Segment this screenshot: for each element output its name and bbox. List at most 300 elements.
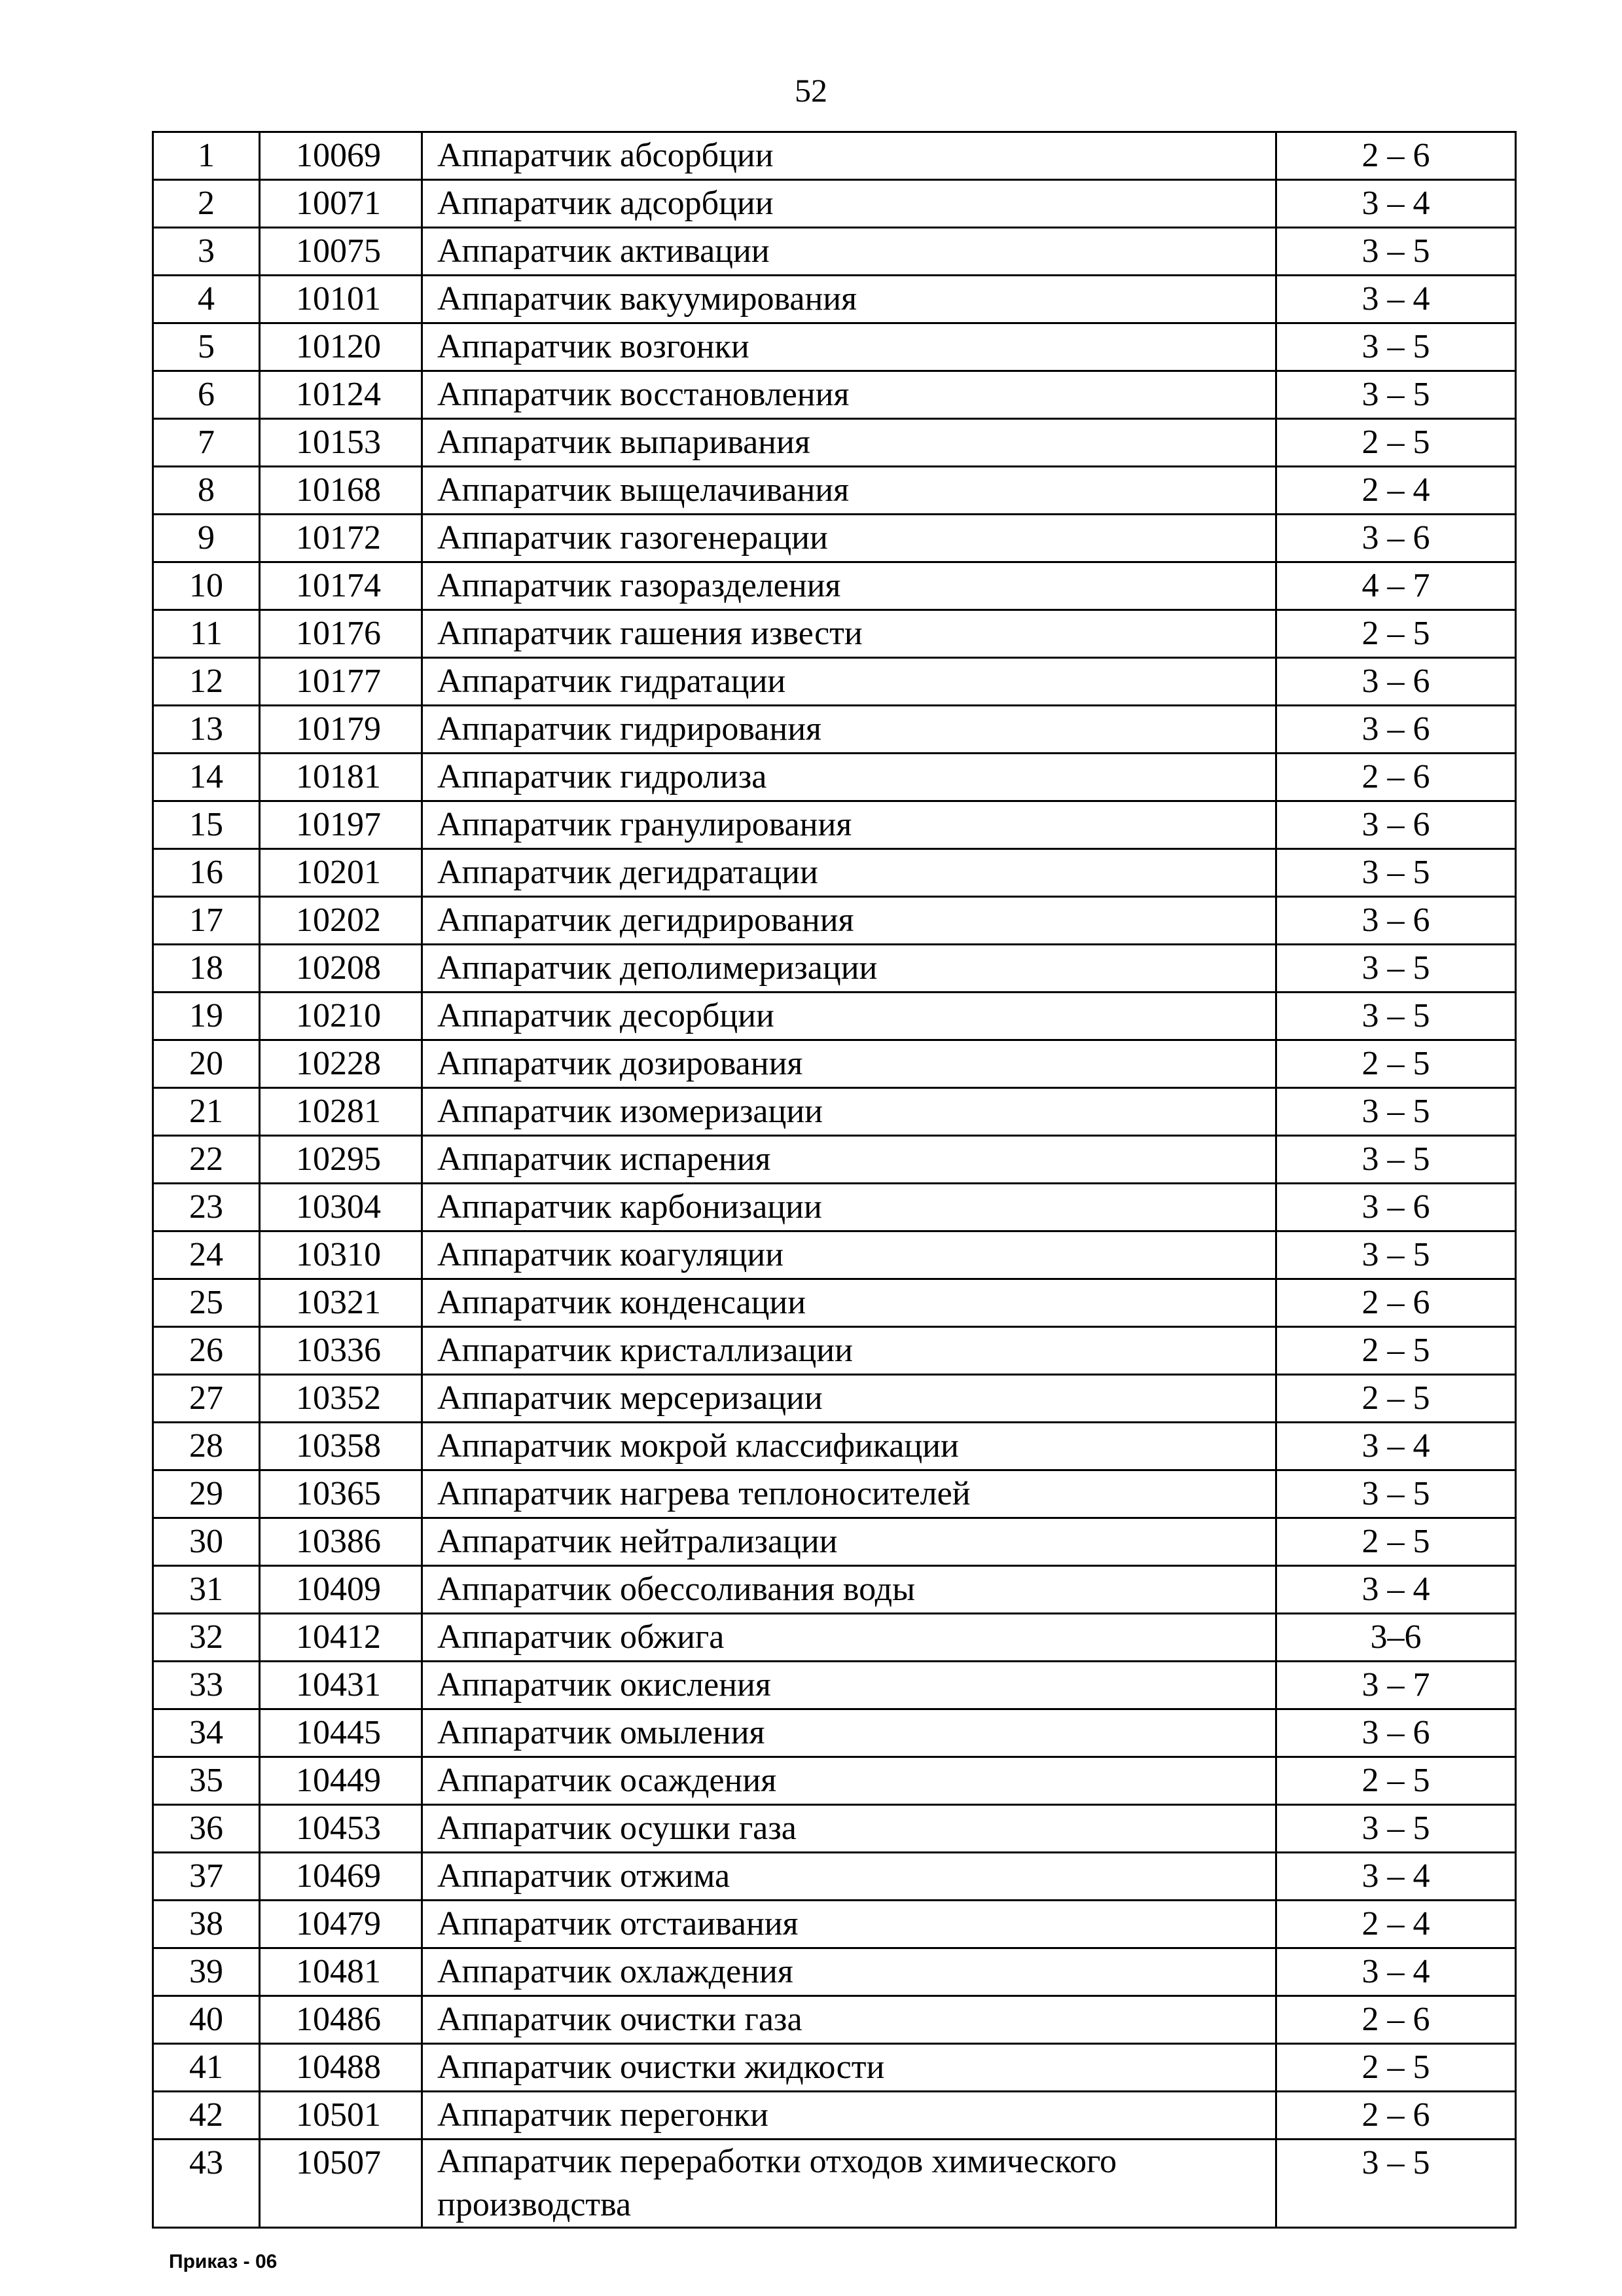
profession-code-text: 10304	[296, 1188, 381, 1226]
grade-range-text: 3 – 7	[1361, 1666, 1430, 1704]
profession-name-cell	[422, 419, 1276, 467]
profession-name-text: Аппаратчик возгонки	[437, 328, 749, 365]
profession-code-cell	[260, 1231, 422, 1279]
row-number-text: 5	[198, 328, 215, 365]
profession-code-cell	[260, 180, 422, 228]
profession-code-text: 10120	[296, 328, 381, 365]
row-number-cell	[153, 706, 260, 754]
grade-range-cell	[1276, 132, 1516, 180]
profession-name-cell	[422, 371, 1276, 419]
table-row	[153, 1757, 1516, 1805]
grade-range-cell	[1276, 1901, 1516, 1948]
grade-range-text: 3 – 6	[1361, 806, 1430, 843]
table-row	[153, 562, 1516, 610]
row-number-cell	[153, 1853, 260, 1901]
profession-name-text: Аппаратчик окисления	[437, 1666, 771, 1704]
row-number-text: 1	[198, 137, 215, 174]
table-row	[153, 2044, 1516, 2092]
profession-name-cell	[422, 276, 1276, 323]
table-row	[153, 1231, 1516, 1279]
profession-code-cell	[260, 2044, 422, 2092]
grade-range-text: 3 – 6	[1361, 1714, 1430, 1751]
row-number-cell	[153, 2140, 260, 2228]
grade-range-text: 3 – 5	[1361, 2144, 1430, 2181]
row-number-cell	[153, 515, 260, 562]
profession-code-text: 10336	[296, 1332, 381, 1369]
profession-name-text: Аппаратчик гидрирования	[437, 710, 821, 748]
grade-range-text: 3 – 5	[1361, 1140, 1430, 1178]
profession-name-text: Аппаратчик активации	[437, 232, 770, 270]
profession-name-text: Аппаратчик вакуумирования	[437, 280, 857, 318]
grade-range-text: 2 – 5	[1361, 2049, 1430, 2086]
profession-code-text: 10075	[296, 232, 381, 270]
profession-code-text: 10501	[296, 2096, 381, 2134]
profession-name-cell	[422, 180, 1276, 228]
profession-code-text: 10486	[296, 2001, 381, 2038]
table-row	[153, 1566, 1516, 1614]
row-number-cell	[153, 945, 260, 993]
profession-code-cell	[260, 801, 422, 849]
profession-name-text: Аппаратчик переработки отходов химического производства	[437, 2143, 1117, 2223]
grade-range-cell	[1276, 180, 1516, 228]
profession-name-cell	[422, 1375, 1276, 1423]
profession-name-text: Аппаратчик мокрой классификации	[437, 1427, 959, 1465]
row-number-text: 8	[198, 471, 215, 509]
profession-name-text: Аппаратчик коагуляции	[437, 1236, 784, 1273]
row-number-text: 37	[189, 1857, 223, 1895]
grade-range-cell	[1276, 2044, 1516, 2092]
grade-range-cell	[1276, 1136, 1516, 1184]
profession-code-text: 10281	[296, 1093, 381, 1130]
grade-range-text: 3 – 4	[1361, 1857, 1430, 1895]
grade-range-cell	[1276, 1327, 1516, 1375]
profession-name-text: Аппаратчик испарения	[437, 1140, 771, 1178]
grade-range-text: 3 – 4	[1361, 280, 1430, 318]
profession-name-cell	[422, 323, 1276, 371]
profession-code-cell	[260, 1614, 422, 1662]
table-row	[153, 1184, 1516, 1231]
profession-code-text: 10409	[296, 1571, 381, 1608]
profession-code-text: 10071	[296, 185, 381, 222]
profession-code-cell	[260, 276, 422, 323]
profession-name-cell	[422, 2044, 1276, 2092]
profession-name-cell	[422, 1518, 1276, 1566]
profession-name-cell	[422, 1184, 1276, 1231]
table-row	[153, 180, 1516, 228]
row-number-cell	[153, 1566, 260, 1614]
table-row	[153, 515, 1516, 562]
profession-name-cell	[422, 1614, 1276, 1662]
professions-table	[152, 131, 1517, 2229]
profession-name-text: Аппаратчик выпаривания	[437, 424, 810, 461]
profession-code-cell	[260, 658, 422, 706]
table-row	[153, 228, 1516, 276]
grade-range-cell	[1276, 467, 1516, 515]
grade-range-cell	[1276, 706, 1516, 754]
profession-code-text: 10488	[296, 2049, 381, 2086]
grade-range-cell	[1276, 2140, 1516, 2228]
profession-code-text: 10168	[296, 471, 381, 509]
profession-name-text: Аппаратчик нейтрализации	[437, 1523, 838, 1560]
profession-name-cell	[422, 945, 1276, 993]
row-number-text: 16	[189, 854, 223, 891]
row-number-text: 22	[189, 1140, 223, 1178]
table-row	[153, 1709, 1516, 1757]
grade-range-text: 2 – 5	[1361, 1379, 1430, 1417]
row-number-cell	[153, 1279, 260, 1327]
profession-code-text: 10358	[296, 1427, 381, 1465]
profession-code-cell	[260, 1948, 422, 1996]
row-number-cell	[153, 323, 260, 371]
profession-code-text: 10177	[296, 663, 381, 700]
table-row	[153, 2092, 1516, 2140]
grade-range-text: 3 – 5	[1361, 1475, 1430, 1512]
profession-code-text: 10365	[296, 1475, 381, 1512]
row-number-cell	[153, 610, 260, 658]
profession-code-text: 10176	[296, 615, 381, 652]
table-row	[153, 610, 1516, 658]
grade-range-text: 2 – 4	[1361, 471, 1430, 509]
profession-name-text: Аппаратчик дегидратации	[437, 854, 818, 891]
profession-code-cell	[260, 610, 422, 658]
grade-range-cell	[1276, 1757, 1516, 1805]
profession-name-cell	[422, 228, 1276, 276]
table-row	[153, 419, 1516, 467]
profession-name-cell	[422, 1040, 1276, 1088]
profession-code-text: 10431	[296, 1666, 381, 1704]
profession-name-text: Аппаратчик отстаивания	[437, 1905, 799, 1942]
profession-code-text: 10449	[296, 1762, 381, 1799]
profession-code-text: 10295	[296, 1140, 381, 1178]
table-body	[153, 132, 1516, 2228]
grade-range-cell	[1276, 754, 1516, 801]
profession-code-cell	[260, 467, 422, 515]
table-row	[153, 945, 1516, 993]
profession-code-cell	[260, 1423, 422, 1470]
row-number-text: 19	[189, 997, 223, 1034]
profession-code-cell	[260, 1136, 422, 1184]
profession-code-text: 10208	[296, 949, 381, 987]
profession-code-text: 10174	[296, 567, 381, 604]
row-number-cell	[153, 2044, 260, 2092]
profession-name-cell	[422, 515, 1276, 562]
profession-code-text: 10469	[296, 1857, 381, 1895]
row-number-cell	[153, 1184, 260, 1231]
profession-name-cell	[422, 706, 1276, 754]
profession-code-cell	[260, 1375, 422, 1423]
profession-code-cell	[260, 371, 422, 419]
row-number-text: 4	[198, 280, 215, 318]
profession-name-text: Аппаратчик кристаллизации	[437, 1332, 853, 1369]
table-row	[153, 2140, 1516, 2228]
row-number-text: 31	[189, 1571, 223, 1608]
row-number-text: 42	[189, 2096, 223, 2134]
profession-code-cell	[260, 132, 422, 180]
profession-code-cell	[260, 2092, 422, 2140]
row-number-cell	[153, 1662, 260, 1709]
grade-range-text: 2 – 6	[1361, 2001, 1430, 2038]
profession-name-text: Аппаратчик изомеризации	[437, 1093, 823, 1130]
profession-name-cell	[422, 1423, 1276, 1470]
row-number-cell	[153, 754, 260, 801]
row-number-cell	[153, 1518, 260, 1566]
profession-code-text: 10412	[296, 1618, 381, 1656]
profession-name-cell	[422, 1948, 1276, 1996]
profession-code-text: 10202	[296, 902, 381, 939]
profession-name-text: Аппаратчик выщелачивания	[437, 471, 850, 509]
grade-range-cell	[1276, 801, 1516, 849]
profession-code-cell	[260, 323, 422, 371]
grade-range-text: 4 – 7	[1361, 567, 1430, 604]
profession-code-cell	[260, 228, 422, 276]
profession-code-text: 10201	[296, 854, 381, 891]
profession-code-text: 10321	[296, 1284, 381, 1321]
profession-name-cell	[422, 1327, 1276, 1375]
table-row	[153, 849, 1516, 897]
profession-code-text: 10228	[296, 1045, 381, 1082]
grade-range-cell	[1276, 1566, 1516, 1614]
row-number-cell	[153, 2092, 260, 2140]
profession-code-text: 10310	[296, 1236, 381, 1273]
row-number-cell	[153, 180, 260, 228]
profession-name-cell	[422, 1901, 1276, 1948]
profession-code-cell	[260, 945, 422, 993]
row-number-text: 36	[189, 1810, 223, 1847]
row-number-cell	[153, 1327, 260, 1375]
table-row	[153, 1948, 1516, 1996]
profession-code-text: 10101	[296, 280, 381, 318]
profession-code-cell	[260, 1040, 422, 1088]
row-number-text: 26	[189, 1332, 223, 1369]
profession-code-cell	[260, 562, 422, 610]
profession-code-cell	[260, 1805, 422, 1853]
table-row	[153, 1901, 1516, 1948]
profession-code-cell	[260, 754, 422, 801]
profession-name-text: Аппаратчик гидратации	[437, 663, 786, 700]
profession-code-cell	[260, 993, 422, 1040]
profession-name-text: Аппаратчик газогенерации	[437, 519, 828, 556]
table-row	[153, 1805, 1516, 1853]
grade-range-text: 3 – 6	[1361, 902, 1430, 939]
profession-code-cell	[260, 1709, 422, 1757]
row-number-cell	[153, 1614, 260, 1662]
grade-range-cell	[1276, 1518, 1516, 1566]
table-row	[153, 706, 1516, 754]
profession-name-text: Аппаратчик обжига	[437, 1618, 725, 1656]
profession-code-text: 10172	[296, 519, 381, 556]
row-number-text: 35	[189, 1762, 223, 1799]
profession-name-cell	[422, 1996, 1276, 2044]
profession-name-text: Аппаратчик десорбции	[437, 997, 774, 1034]
profession-name-text: Аппаратчик восстановления	[437, 376, 850, 413]
row-number-text: 32	[189, 1618, 223, 1656]
grade-range-cell	[1276, 945, 1516, 993]
table-row	[153, 1088, 1516, 1136]
profession-name-cell	[422, 1279, 1276, 1327]
row-number-text: 25	[189, 1284, 223, 1321]
table-row	[153, 276, 1516, 323]
row-number-text: 24	[189, 1236, 223, 1273]
row-number-text: 38	[189, 1905, 223, 1942]
row-number-text: 43	[189, 2144, 223, 2181]
row-number-cell	[153, 1136, 260, 1184]
grade-range-cell	[1276, 1279, 1516, 1327]
row-number-cell	[153, 1805, 260, 1853]
profession-name-cell	[422, 1709, 1276, 1757]
profession-code-text: 10386	[296, 1523, 381, 1560]
row-number-text: 28	[189, 1427, 223, 1465]
profession-name-text: Аппаратчик обессоливания воды	[437, 1571, 916, 1608]
profession-name-text: Аппаратчик карбонизации	[437, 1188, 822, 1226]
table-row	[153, 1996, 1516, 2044]
profession-code-text: 10445	[296, 1714, 381, 1751]
grade-range-cell	[1276, 562, 1516, 610]
profession-code-text: 10197	[296, 806, 381, 843]
profession-code-text: 10181	[296, 758, 381, 795]
row-number-cell	[153, 371, 260, 419]
grade-range-text: 3 – 5	[1361, 1810, 1430, 1847]
profession-name-cell	[422, 132, 1276, 180]
table-row	[153, 1279, 1516, 1327]
grade-range-cell	[1276, 1853, 1516, 1901]
row-number-text: 30	[189, 1523, 223, 1560]
profession-name-text: Аппаратчик мерсеризации	[437, 1379, 823, 1417]
table-row	[153, 1423, 1516, 1470]
grade-range-text: 3 – 5	[1361, 328, 1430, 365]
profession-code-cell	[260, 2140, 422, 2228]
row-number-text: 23	[189, 1188, 223, 1226]
row-number-text: 40	[189, 2001, 223, 2038]
row-number-cell	[153, 1040, 260, 1088]
grade-range-cell	[1276, 610, 1516, 658]
row-number-text: 18	[189, 949, 223, 987]
profession-code-cell	[260, 419, 422, 467]
grade-range-cell	[1276, 1375, 1516, 1423]
profession-code-cell	[260, 1901, 422, 1948]
row-number-cell	[153, 993, 260, 1040]
profession-name-text: Аппаратчик гранулирования	[437, 806, 852, 843]
grade-range-cell	[1276, 1470, 1516, 1518]
row-number-cell	[153, 1470, 260, 1518]
grade-range-text: 2 – 5	[1361, 1523, 1430, 1560]
row-number-text: 27	[189, 1379, 223, 1417]
grade-range-cell	[1276, 1614, 1516, 1662]
profession-code-cell	[260, 1518, 422, 1566]
profession-name-cell	[422, 1566, 1276, 1614]
profession-name-text: Аппаратчик деполимеризации	[437, 949, 878, 987]
profession-name-cell	[422, 1470, 1276, 1518]
row-number-cell	[153, 1088, 260, 1136]
row-number-text: 34	[189, 1714, 223, 1751]
row-number-text: 21	[189, 1093, 223, 1130]
grade-range-cell	[1276, 1184, 1516, 1231]
grade-range-text: 3 – 6	[1361, 519, 1430, 556]
row-number-cell	[153, 562, 260, 610]
row-number-text: 17	[189, 902, 223, 939]
profession-code-cell	[260, 897, 422, 945]
grade-range-text: 3 – 4	[1361, 185, 1430, 222]
profession-name-cell	[422, 2140, 1276, 2228]
grade-range-text: 2 – 6	[1361, 137, 1430, 174]
row-number-cell	[153, 419, 260, 467]
row-number-text: 13	[189, 710, 223, 748]
profession-name-cell	[422, 658, 1276, 706]
grade-range-text: 3 – 6	[1361, 710, 1430, 748]
row-number-cell	[153, 658, 260, 706]
profession-name-text: Аппаратчик дозирования	[437, 1045, 803, 1082]
grade-range-cell	[1276, 658, 1516, 706]
grade-range-text: 3 – 5	[1361, 997, 1430, 1034]
grade-range-cell	[1276, 371, 1516, 419]
profession-name-cell	[422, 562, 1276, 610]
profession-name-text: Аппаратчик осаждения	[437, 1762, 777, 1799]
profession-code-text: 10453	[296, 1810, 381, 1847]
table-row	[153, 323, 1516, 371]
profession-name-text: Аппаратчик гашения извести	[437, 615, 863, 652]
profession-code-cell	[260, 1470, 422, 1518]
table-row	[153, 1470, 1516, 1518]
profession-code-text: 10179	[296, 710, 381, 748]
row-number-text: 29	[189, 1475, 223, 1512]
profession-code-text: 10352	[296, 1379, 381, 1417]
row-number-cell	[153, 897, 260, 945]
profession-code-cell	[260, 1279, 422, 1327]
profession-name-text: Аппаратчик отжима	[437, 1857, 730, 1895]
profession-name-cell	[422, 467, 1276, 515]
profession-name-cell	[422, 1136, 1276, 1184]
grade-range-text: 3 – 5	[1361, 949, 1430, 987]
grade-range-text: 2 – 5	[1361, 1045, 1430, 1082]
row-number-cell	[153, 849, 260, 897]
grade-range-text: 2 – 4	[1361, 1905, 1430, 1942]
grade-range-text: 3 – 6	[1361, 1188, 1430, 1226]
row-number-cell	[153, 1996, 260, 2044]
profession-code-text: 10479	[296, 1905, 381, 1942]
grade-range-text: 3 – 4	[1361, 1571, 1430, 1608]
profession-name-text: Аппаратчик гидролиза	[437, 758, 767, 795]
profession-name-text: Аппаратчик дегидрирования	[437, 902, 854, 939]
grade-range-text: 3 – 5	[1361, 854, 1430, 891]
table-row	[153, 1040, 1516, 1088]
profession-code-text: 10210	[296, 997, 381, 1034]
table-row	[153, 1375, 1516, 1423]
row-number-text: 9	[198, 519, 215, 556]
profession-name-cell	[422, 1853, 1276, 1901]
grade-range-cell	[1276, 323, 1516, 371]
row-number-text: 7	[198, 424, 215, 461]
row-number-text: 41	[189, 2049, 223, 2086]
grade-range-cell	[1276, 2092, 1516, 2140]
table-row	[153, 1136, 1516, 1184]
grade-range-cell	[1276, 515, 1516, 562]
profession-code-cell	[260, 1757, 422, 1805]
profession-name-text: Аппаратчик абсорбции	[437, 137, 774, 174]
grade-range-cell	[1276, 1040, 1516, 1088]
row-number-cell	[153, 467, 260, 515]
grade-range-text: 2 – 6	[1361, 2096, 1430, 2134]
table-row	[153, 993, 1516, 1040]
grade-range-cell	[1276, 993, 1516, 1040]
grade-range-text: 2 – 5	[1361, 1762, 1430, 1799]
table-row	[153, 897, 1516, 945]
table-row	[153, 801, 1516, 849]
profession-code-cell	[260, 849, 422, 897]
profession-name-cell	[422, 993, 1276, 1040]
row-number-text: 2	[198, 185, 215, 222]
profession-name-cell	[422, 1088, 1276, 1136]
grade-range-text: 3 – 5	[1361, 232, 1430, 270]
profession-name-cell	[422, 849, 1276, 897]
